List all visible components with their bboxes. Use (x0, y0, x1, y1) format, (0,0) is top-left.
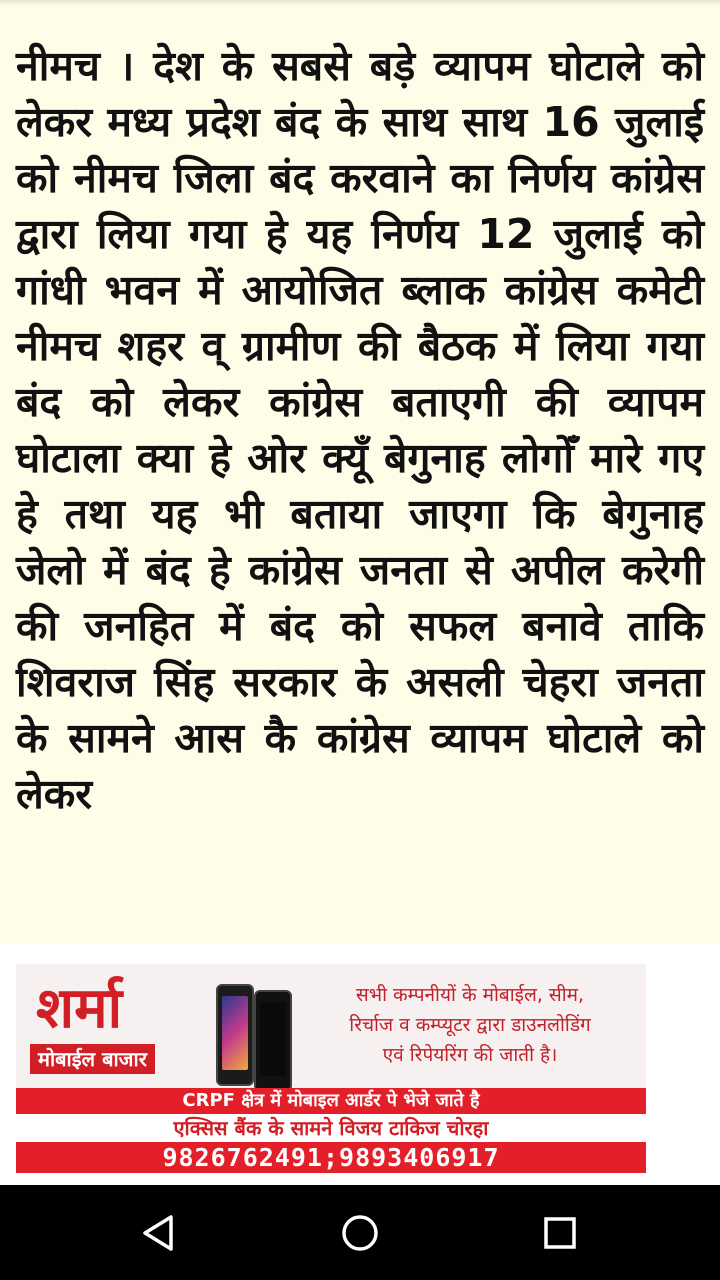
phone-image-left (216, 984, 254, 1086)
mobile-phones-image (208, 980, 298, 1084)
phone-image-right (254, 990, 292, 1092)
back-button[interactable] (120, 1205, 200, 1261)
ad-desc-line: रिर्चाज व कम्प्यूटर द्वारा डाउनलोडिंग (349, 1014, 591, 1036)
ad-brand-subtitle: मोबाईल बाजार (30, 1044, 155, 1074)
ad-desc-line: सभी कम्पनीयों के मोबाईल, सीम, (355, 984, 585, 1006)
ad-banner[interactable] (16, 964, 646, 1173)
home-icon (340, 1213, 380, 1253)
back-icon (140, 1213, 180, 1253)
article-body: नीमच । देश के सबसे बड़े व्यापम घोटाले को लेकर मध्य प्रदेश बंद के साथ साथ 16 जुलाई को नीमच जिला बंद करवाने का निर्णय कांग्रेस द्वारा लिया गया हे यह निर्णय 12 जुलाई को गांधी भवन में आयोजित ब्लाक कांग्रेस कमेटी नीमच शहर व् ग्रामीण की बैठक में लिया गया बंद को लेकर कांग्रेस बताएगी की व्यापम घोटाला क्या हे ओर क्यूँ बेगुनाह लोगोँ मारे गए हे तथा यह भी बताया जाएगा कि बेगुनाह जेलो में बंद हे कांग्रेस जनता से अपील करेगी की जनहित में बंद को सफल बनावे ताकि शिवराज सिंह सरकार के असली चेहरा जनता के सामने आस कै कांग्रेस व्यापम घोटाले को लेकर (16, 42, 704, 818)
recents-icon (540, 1213, 580, 1253)
home-button[interactable] (320, 1205, 400, 1261)
ad-top-panel (16, 964, 646, 1088)
ad-brand-name: शर्मा (36, 976, 123, 1041)
recents-button[interactable] (520, 1205, 600, 1261)
ad-crpf-line: CRPF क्षेत्र में मोबाइल आर्डर पे भेजे जाते है (16, 1088, 646, 1114)
ad-desc-line: एवं रिपेयरिंग की जाती है। (382, 1044, 558, 1066)
ad-phone-numbers: 9826762491;9893406917 (16, 1142, 646, 1173)
system-navigation-bar (0, 1185, 720, 1280)
ad-brand-logo (30, 974, 220, 1082)
ad-address-line: एक्सिस बैंक के सामने विजय टाकिज चोरहा (16, 1114, 646, 1142)
ad-description (302, 980, 638, 1070)
scroll-shadow (0, 0, 720, 6)
